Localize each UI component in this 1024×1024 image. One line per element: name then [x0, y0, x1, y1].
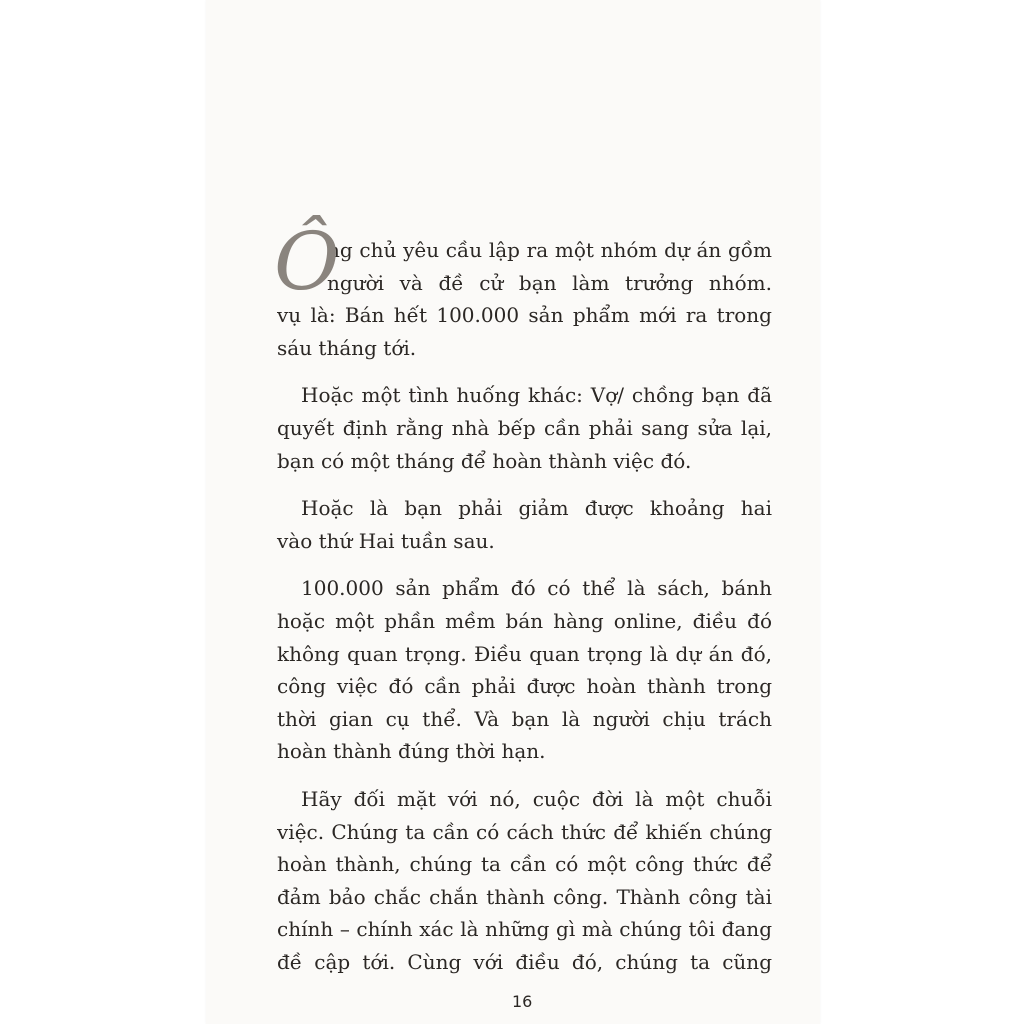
- text-line: vào thứ Hai tuần sau.: [277, 528, 495, 553]
- text-line: đảm bảo chắc chắn thành công. Thành công tài: [277, 884, 772, 909]
- text-line: hoàn thành, chúng ta cần có một công thức để: [277, 852, 772, 877]
- text-line: quyết định rằng nhà bếp cần phải sang sửa lại,: [277, 415, 772, 440]
- page-number: 16: [512, 992, 533, 1011]
- text-line: công việc đó cần phải được hoàn thành trong: [277, 674, 772, 699]
- text-line: Hãy đối mặt với nó, cuộc đời là một chuỗi: [301, 786, 772, 811]
- paragraph-5: [277, 783, 772, 979]
- body-text: [274, 215, 772, 978]
- text-line: thời gian cụ thể. Và bạn là người chịu trách: [277, 706, 772, 731]
- paragraph-2: [277, 379, 772, 477]
- text-line: sáu tháng tới.: [277, 335, 417, 360]
- text-line: hoặc một phần mềm bán hàng online, điều đó: [277, 608, 772, 633]
- text-line: 100.000 sản phẩm đó có thể là sách, bánh: [301, 576, 772, 601]
- text-line: Hoặc một tình huống khác: Vợ/ chồng bạn đã: [301, 383, 772, 408]
- paragraph-1-cont: [277, 267, 772, 365]
- text-line: hoàn thành đúng thời hạn.: [277, 739, 546, 764]
- paragraph-3: [277, 492, 772, 557]
- text-line: ng chủ yêu cầu lập ra một nhóm dự án gồm: [327, 238, 772, 262]
- text-line: đề cập tới. Cùng với điều đó, chúng ta cũng: [277, 949, 772, 974]
- text-line: vụ là: Bán hết 100.000 sản phẩm mới ra trong: [277, 303, 772, 328]
- text-line: bạn có một tháng để hoàn thành việc đó.: [277, 448, 692, 473]
- drop-cap: Ô: [274, 215, 340, 308]
- paragraph-4: [277, 572, 772, 768]
- text-line: Hoặc là bạn phải giảm được khoảng hai: [301, 496, 772, 521]
- text-line: người và đề cử bạn làm trưởng nhóm.: [327, 270, 772, 295]
- text-line: việc. Chúng ta cần có cách thức để khiến chúng: [277, 819, 772, 844]
- text-line: không quan trọng. Điều quan trọng là dự án đó,: [277, 641, 772, 666]
- text-line: chính – chính xác là những gì mà chúng tôi đang: [277, 917, 772, 942]
